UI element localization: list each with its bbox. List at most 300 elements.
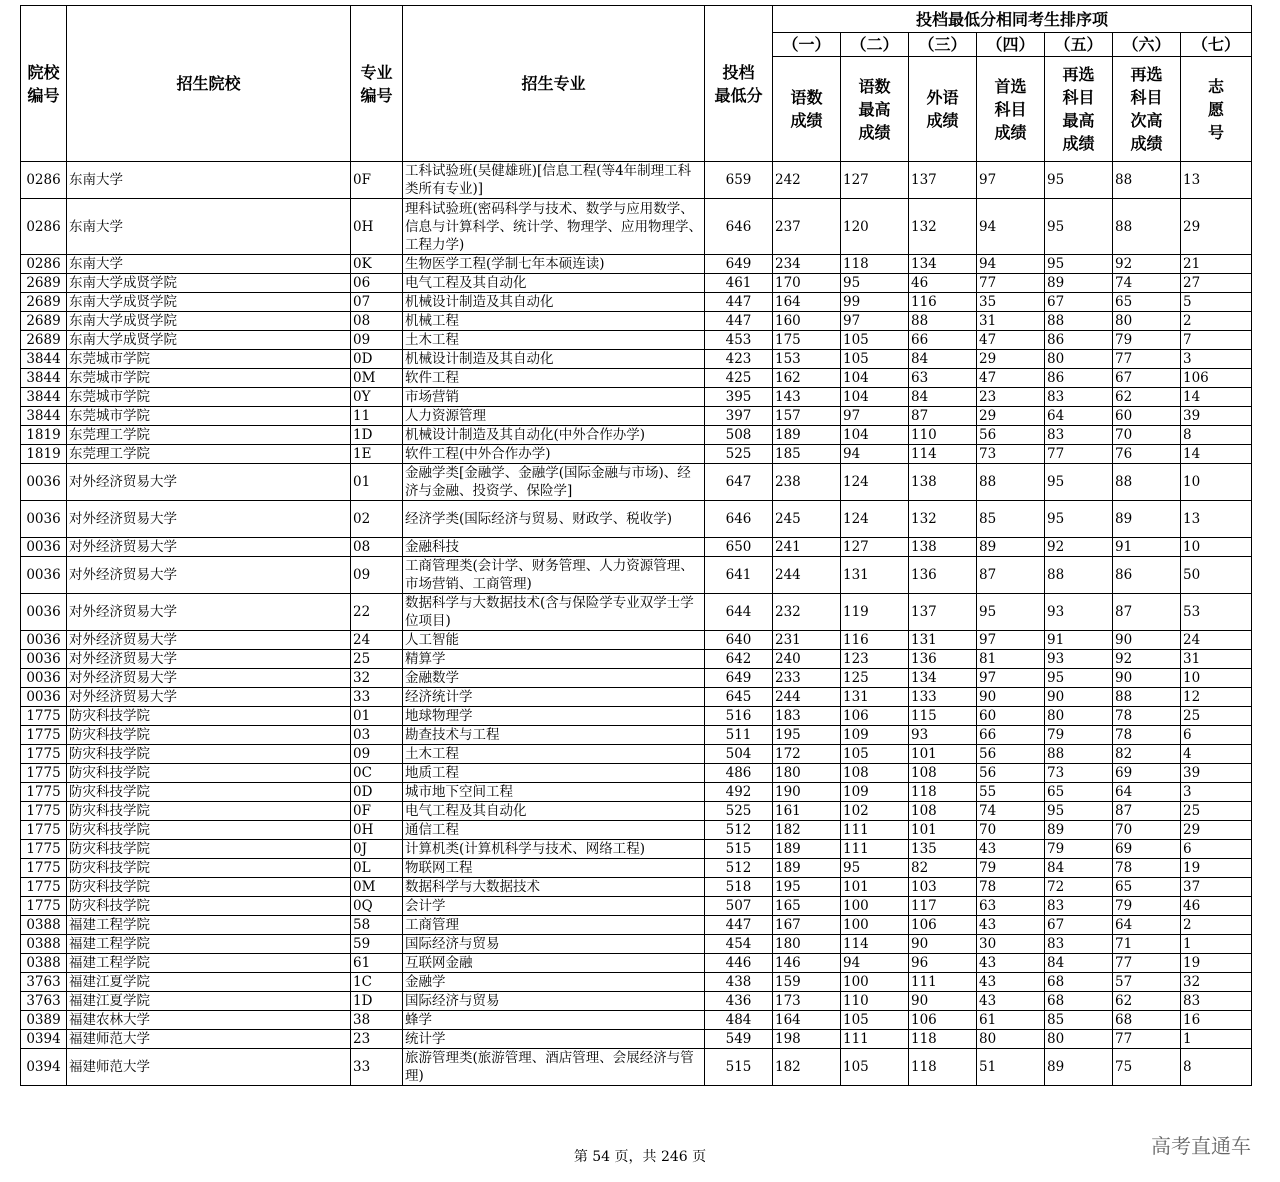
- cell-tie-4: 81: [977, 650, 1045, 669]
- cell-tie-2: 100: [841, 916, 909, 935]
- cell-tie-5: 79: [1045, 840, 1113, 859]
- cell-tie-5: 73: [1045, 764, 1113, 783]
- cell-major-name: 土木工程: [403, 745, 705, 764]
- cell-min-score: 516: [705, 707, 773, 726]
- cell-tie-2: 94: [841, 954, 909, 973]
- cell-tie-5: 95: [1045, 464, 1113, 501]
- table-row: [21, 255, 1252, 274]
- cell-tie-2: 97: [841, 312, 909, 331]
- table-row: [21, 764, 1252, 783]
- cell-major-code: 08: [351, 538, 403, 557]
- cell-min-score: 518: [705, 878, 773, 897]
- table-row: [21, 669, 1252, 688]
- table-row: [21, 859, 1252, 878]
- cell-major-code: 09: [351, 557, 403, 594]
- cell-major-code: 09: [351, 331, 403, 350]
- cell-tie-3: 133: [909, 688, 977, 707]
- table-row: [21, 312, 1252, 331]
- cell-tie-1: 189: [773, 840, 841, 859]
- cell-tie-4: 85: [977, 501, 1045, 538]
- cell-school-code: 1775: [21, 859, 67, 878]
- cell-tie-5: 93: [1045, 650, 1113, 669]
- cell-tie-3: 118: [909, 1049, 977, 1086]
- cell-tie-3: 137: [909, 162, 977, 199]
- cell-tie-5: 89: [1045, 274, 1113, 293]
- cell-tie-6: 88: [1113, 688, 1181, 707]
- cell-major-code: 0K: [351, 255, 403, 274]
- cell-tie-5: 80: [1045, 1030, 1113, 1049]
- cell-tie-5: 85: [1045, 1011, 1113, 1030]
- cell-school-name: 东莞理工学院: [67, 445, 351, 464]
- cell-tie-6: 65: [1113, 878, 1181, 897]
- cell-tie-6: 71: [1113, 935, 1181, 954]
- cell-school-name: 对外经济贸易大学: [67, 631, 351, 650]
- cell-min-score: 486: [705, 764, 773, 783]
- cell-tie-3: 115: [909, 707, 977, 726]
- header-tie-num: （四）: [977, 33, 1045, 57]
- cell-tie-2: 119: [841, 594, 909, 631]
- cell-tie-3: 46: [909, 274, 977, 293]
- cell-min-score: 492: [705, 783, 773, 802]
- cell-tie-1: 234: [773, 255, 841, 274]
- cell-min-score: 640: [705, 631, 773, 650]
- cell-tie-3: 88: [909, 312, 977, 331]
- cell-tie-4: 35: [977, 293, 1045, 312]
- cell-school-code: 0036: [21, 631, 67, 650]
- cell-major-code: 25: [351, 650, 403, 669]
- cell-tie-5: 68: [1045, 973, 1113, 992]
- cell-tie-3: 90: [909, 992, 977, 1011]
- cell-tie-4: 66: [977, 726, 1045, 745]
- cell-major-code: 0M: [351, 369, 403, 388]
- table-row: [21, 783, 1252, 802]
- header-tie-group: 投档最低分相同考生排序项: [773, 6, 1252, 33]
- cell-major-name: 会计学: [403, 897, 705, 916]
- cell-major-name: 理科试验班(密码科学与技术、数学与应用数学、信息与计算科学、统计学、物理学、应用物理学、工程力学): [403, 199, 705, 255]
- cell-tie-6: 68: [1113, 1011, 1181, 1030]
- cell-tie-1: 159: [773, 973, 841, 992]
- cell-tie-2: 124: [841, 464, 909, 501]
- cell-major-name: 精算学: [403, 650, 705, 669]
- cell-tie-6: 62: [1113, 992, 1181, 1011]
- cell-school-code: 0388: [21, 916, 67, 935]
- cell-school-name: 东南大学成贤学院: [67, 312, 351, 331]
- cell-tie-5: 95: [1045, 255, 1113, 274]
- cell-major-code: 01: [351, 464, 403, 501]
- cell-tie-2: 101: [841, 878, 909, 897]
- cell-tie-3: 90: [909, 935, 977, 954]
- cell-tie-1: 244: [773, 557, 841, 594]
- cell-tie-2: 111: [841, 821, 909, 840]
- cell-school-name: 东南大学: [67, 255, 351, 274]
- cell-tie-5: 65: [1045, 783, 1113, 802]
- cell-min-score: 397: [705, 407, 773, 426]
- cell-tie-3: 134: [909, 255, 977, 274]
- cell-min-score: 453: [705, 331, 773, 350]
- cell-tie-3: 116: [909, 293, 977, 312]
- cell-tie-6: 87: [1113, 802, 1181, 821]
- cell-tie-6: 64: [1113, 916, 1181, 935]
- table-row: [21, 840, 1252, 859]
- cell-tie-6: 77: [1113, 1030, 1181, 1049]
- cell-tie-5: 95: [1045, 802, 1113, 821]
- cell-tie-6: 92: [1113, 255, 1181, 274]
- cell-major-name: 地质工程: [403, 764, 705, 783]
- cell-tie-3: 111: [909, 973, 977, 992]
- cell-tie-7: 10: [1181, 464, 1252, 501]
- table-row: [21, 293, 1252, 312]
- cell-tie-6: 62: [1113, 388, 1181, 407]
- cell-tie-1: 162: [773, 369, 841, 388]
- cell-tie-7: 1: [1181, 935, 1252, 954]
- cell-min-score: 507: [705, 897, 773, 916]
- cell-major-name: 金融学: [403, 973, 705, 992]
- cell-tie-3: 131: [909, 631, 977, 650]
- cell-tie-5: 95: [1045, 162, 1113, 199]
- cell-tie-7: 50: [1181, 557, 1252, 594]
- cell-major-code: 23: [351, 1030, 403, 1049]
- cell-tie-1: 161: [773, 802, 841, 821]
- cell-min-score: 644: [705, 594, 773, 631]
- cell-tie-5: 90: [1045, 688, 1113, 707]
- table-row: [21, 821, 1252, 840]
- cell-tie-6: 64: [1113, 783, 1181, 802]
- cell-tie-3: 132: [909, 501, 977, 538]
- cell-tie-7: 3: [1181, 350, 1252, 369]
- cell-tie-2: 94: [841, 445, 909, 464]
- cell-tie-2: 105: [841, 1049, 909, 1086]
- cell-tie-1: 172: [773, 745, 841, 764]
- cell-tie-7: 106: [1181, 369, 1252, 388]
- cell-tie-6: 78: [1113, 726, 1181, 745]
- cell-major-code: 1D: [351, 992, 403, 1011]
- cell-tie-4: 80: [977, 1030, 1045, 1049]
- cell-major-code: 03: [351, 726, 403, 745]
- cell-tie-1: 165: [773, 897, 841, 916]
- cell-school-name: 对外经济贸易大学: [67, 464, 351, 501]
- cell-tie-1: 157: [773, 407, 841, 426]
- cell-min-score: 423: [705, 350, 773, 369]
- cell-min-score: 395: [705, 388, 773, 407]
- cell-tie-7: 46: [1181, 897, 1252, 916]
- cell-tie-2: 104: [841, 388, 909, 407]
- cell-major-name: 国际经济与贸易: [403, 992, 705, 1011]
- cell-major-code: 0C: [351, 764, 403, 783]
- cell-major-code: 06: [351, 274, 403, 293]
- cell-tie-6: 87: [1113, 594, 1181, 631]
- cell-school-name: 防灾科技学院: [67, 859, 351, 878]
- cell-tie-4: 30: [977, 935, 1045, 954]
- cell-school-code: 1775: [21, 802, 67, 821]
- cell-tie-6: 69: [1113, 764, 1181, 783]
- cell-tie-6: 86: [1113, 557, 1181, 594]
- cell-school-name: 福建师范大学: [67, 1049, 351, 1086]
- cell-major-name: 软件工程(中外合作办学): [403, 445, 705, 464]
- table-row: [21, 331, 1252, 350]
- cell-school-name: 对外经济贸易大学: [67, 594, 351, 631]
- cell-tie-5: 67: [1045, 293, 1113, 312]
- table-row: [21, 802, 1252, 821]
- cell-school-name: 防灾科技学院: [67, 878, 351, 897]
- header-tie-num: （二）: [841, 33, 909, 57]
- cell-tie-4: 29: [977, 350, 1045, 369]
- cell-major-name: 电气工程及其自动化: [403, 274, 705, 293]
- cell-major-name: 城市地下空间工程: [403, 783, 705, 802]
- cell-tie-7: 4: [1181, 745, 1252, 764]
- cell-tie-1: 245: [773, 501, 841, 538]
- header-tie-num: （六）: [1113, 33, 1181, 57]
- cell-major-name: 机械设计制造及其自动化(中外合作办学): [403, 426, 705, 445]
- cell-tie-2: 131: [841, 557, 909, 594]
- cell-min-score: 504: [705, 745, 773, 764]
- cell-tie-5: 80: [1045, 707, 1113, 726]
- cell-tie-4: 43: [977, 840, 1045, 859]
- header-tie-num: （一）: [773, 33, 841, 57]
- cell-tie-4: 61: [977, 1011, 1045, 1030]
- cell-school-code: 1775: [21, 897, 67, 916]
- cell-min-score: 511: [705, 726, 773, 745]
- cell-tie-2: 111: [841, 840, 909, 859]
- cell-major-name: 互联网金融: [403, 954, 705, 973]
- cell-tie-7: 24: [1181, 631, 1252, 650]
- cell-min-score: 461: [705, 274, 773, 293]
- cell-school-code: 3844: [21, 350, 67, 369]
- cell-tie-2: 104: [841, 426, 909, 445]
- table-row: [21, 407, 1252, 426]
- cell-school-name: 福建工程学院: [67, 916, 351, 935]
- cell-tie-4: 74: [977, 802, 1045, 821]
- table-header: [21, 6, 1252, 162]
- cell-tie-5: 93: [1045, 594, 1113, 631]
- cell-tie-6: 88: [1113, 464, 1181, 501]
- cell-tie-4: 43: [977, 992, 1045, 1011]
- cell-min-score: 647: [705, 464, 773, 501]
- cell-major-name: 金融数学: [403, 669, 705, 688]
- table-row: [21, 369, 1252, 388]
- cell-tie-4: 77: [977, 274, 1045, 293]
- cell-major-name: 通信工程: [403, 821, 705, 840]
- cell-major-code: 0Y: [351, 388, 403, 407]
- cell-major-code: 11: [351, 407, 403, 426]
- cell-tie-7: 27: [1181, 274, 1252, 293]
- cell-major-name: 蜂学: [403, 1011, 705, 1030]
- cell-school-code: 0286: [21, 255, 67, 274]
- cell-tie-1: 189: [773, 859, 841, 878]
- cell-school-name: 东南大学成贤学院: [67, 274, 351, 293]
- cell-major-name: 人工智能: [403, 631, 705, 650]
- cell-tie-4: 51: [977, 1049, 1045, 1086]
- cell-tie-2: 124: [841, 501, 909, 538]
- header-min-score: 投档 最低分: [705, 6, 773, 162]
- table-row: [21, 631, 1252, 650]
- cell-tie-2: 125: [841, 669, 909, 688]
- cell-school-code: 0036: [21, 501, 67, 538]
- cell-major-name: 经济统计学: [403, 688, 705, 707]
- cell-tie-7: 13: [1181, 501, 1252, 538]
- cell-school-code: 3844: [21, 407, 67, 426]
- table-row: [21, 501, 1252, 538]
- cell-tie-7: 14: [1181, 445, 1252, 464]
- cell-major-code: 0L: [351, 859, 403, 878]
- header-tie-label: 再选 科目 最高 成绩: [1045, 57, 1113, 162]
- table-row: [21, 1011, 1252, 1030]
- cell-major-name: 市场营销: [403, 388, 705, 407]
- cell-tie-1: 160: [773, 312, 841, 331]
- header-tie-label: 语数 成绩: [773, 57, 841, 162]
- cell-tie-4: 94: [977, 199, 1045, 255]
- cell-tie-4: 90: [977, 688, 1045, 707]
- cell-tie-7: 19: [1181, 954, 1252, 973]
- cell-tie-2: 95: [841, 274, 909, 293]
- cell-tie-3: 93: [909, 726, 977, 745]
- cell-tie-7: 32: [1181, 973, 1252, 992]
- cell-school-name: 东南大学: [67, 199, 351, 255]
- cell-tie-1: 164: [773, 1011, 841, 1030]
- cell-major-name: 土木工程: [403, 331, 705, 350]
- cell-tie-1: 173: [773, 992, 841, 1011]
- cell-school-code: 0036: [21, 594, 67, 631]
- cell-tie-1: 182: [773, 1049, 841, 1086]
- cell-tie-2: 110: [841, 992, 909, 1011]
- table-row: [21, 426, 1252, 445]
- table-row: [21, 464, 1252, 501]
- cell-tie-2: 99: [841, 293, 909, 312]
- table-row: [21, 388, 1252, 407]
- cell-tie-3: 101: [909, 821, 977, 840]
- cell-tie-2: 120: [841, 199, 909, 255]
- cell-tie-7: 31: [1181, 650, 1252, 669]
- cell-tie-5: 86: [1045, 331, 1113, 350]
- cell-major-code: 02: [351, 501, 403, 538]
- cell-tie-6: 78: [1113, 707, 1181, 726]
- cell-tie-5: 83: [1045, 897, 1113, 916]
- cell-tie-3: 110: [909, 426, 977, 445]
- cell-major-name: 生物医学工程(学制七年本硕连读): [403, 255, 705, 274]
- cell-school-code: 3844: [21, 388, 67, 407]
- table-row: [21, 935, 1252, 954]
- cell-major-code: 1E: [351, 445, 403, 464]
- cell-school-code: 3763: [21, 992, 67, 1011]
- cell-min-score: 515: [705, 840, 773, 859]
- cell-major-name: 机械设计制造及其自动化: [403, 293, 705, 312]
- cell-tie-1: 167: [773, 916, 841, 935]
- cell-tie-7: 10: [1181, 669, 1252, 688]
- cell-tie-6: 91: [1113, 538, 1181, 557]
- cell-school-name: 东莞理工学院: [67, 426, 351, 445]
- cell-school-name: 对外经济贸易大学: [67, 501, 351, 538]
- table-row: [21, 594, 1252, 631]
- table-row: [21, 745, 1252, 764]
- cell-tie-4: 60: [977, 707, 1045, 726]
- cell-tie-3: 138: [909, 464, 977, 501]
- cell-tie-6: 70: [1113, 821, 1181, 840]
- table-row: [21, 992, 1252, 1011]
- cell-tie-4: 47: [977, 369, 1045, 388]
- cell-min-score: 438: [705, 973, 773, 992]
- cell-tie-7: 83: [1181, 992, 1252, 1011]
- cell-tie-4: 94: [977, 255, 1045, 274]
- cell-major-code: 09: [351, 745, 403, 764]
- cell-min-score: 436: [705, 992, 773, 1011]
- cell-tie-2: 109: [841, 783, 909, 802]
- cell-major-code: 0J: [351, 840, 403, 859]
- cell-tie-7: 2: [1181, 916, 1252, 935]
- cell-school-name: 福建农林大学: [67, 1011, 351, 1030]
- cell-school-name: 福建江夏学院: [67, 992, 351, 1011]
- cell-min-score: 641: [705, 557, 773, 594]
- cell-major-code: 61: [351, 954, 403, 973]
- cell-tie-1: 180: [773, 935, 841, 954]
- cell-tie-7: 39: [1181, 764, 1252, 783]
- cell-min-score: 512: [705, 821, 773, 840]
- cell-school-code: 1819: [21, 426, 67, 445]
- cell-tie-4: 97: [977, 162, 1045, 199]
- cell-school-name: 防灾科技学院: [67, 783, 351, 802]
- cell-major-code: 0D: [351, 350, 403, 369]
- cell-major-code: 08: [351, 312, 403, 331]
- cell-tie-6: 82: [1113, 745, 1181, 764]
- cell-tie-2: 114: [841, 935, 909, 954]
- cell-tie-3: 103: [909, 878, 977, 897]
- cell-school-code: 0036: [21, 650, 67, 669]
- cell-tie-4: 43: [977, 954, 1045, 973]
- cell-tie-7: 6: [1181, 840, 1252, 859]
- table-row: [21, 350, 1252, 369]
- table-row: [21, 445, 1252, 464]
- page-number: 第 54 页，共 246 页: [573, 1149, 707, 1165]
- cell-major-code: 0F: [351, 802, 403, 821]
- cell-school-name: 防灾科技学院: [67, 897, 351, 916]
- cell-major-code: 59: [351, 935, 403, 954]
- cell-tie-7: 7: [1181, 331, 1252, 350]
- cell-tie-5: 67: [1045, 916, 1113, 935]
- cell-major-name: 国际经济与贸易: [403, 935, 705, 954]
- cell-school-code: 0036: [21, 538, 67, 557]
- cell-tie-2: 118: [841, 255, 909, 274]
- cell-school-code: 2689: [21, 331, 67, 350]
- cell-school-code: 1775: [21, 726, 67, 745]
- cell-tie-2: 127: [841, 538, 909, 557]
- cell-tie-7: 14: [1181, 388, 1252, 407]
- cell-school-name: 福建江夏学院: [67, 973, 351, 992]
- cell-school-name: 防灾科技学院: [67, 726, 351, 745]
- cell-school-name: 对外经济贸易大学: [67, 650, 351, 669]
- header-major-name: 招生专业: [403, 6, 705, 162]
- header-school-name: 招生院校: [67, 6, 351, 162]
- watermark: 高考直通车: [1151, 1134, 1251, 1158]
- cell-tie-5: 84: [1045, 954, 1113, 973]
- cell-major-code: 1D: [351, 426, 403, 445]
- cell-tie-4: 31: [977, 312, 1045, 331]
- cell-tie-1: 190: [773, 783, 841, 802]
- cell-school-name: 福建师范大学: [67, 1030, 351, 1049]
- cell-tie-3: 137: [909, 594, 977, 631]
- header-tie-label: 外语 成绩: [909, 57, 977, 162]
- cell-tie-2: 105: [841, 1011, 909, 1030]
- cell-tie-1: 164: [773, 293, 841, 312]
- cell-tie-2: 105: [841, 745, 909, 764]
- cell-min-score: 525: [705, 445, 773, 464]
- cell-tie-5: 84: [1045, 859, 1113, 878]
- cell-major-name: 地球物理学: [403, 707, 705, 726]
- table-row: [21, 878, 1252, 897]
- cell-school-name: 防灾科技学院: [67, 745, 351, 764]
- cell-major-code: 0M: [351, 878, 403, 897]
- cell-school-code: 1819: [21, 445, 67, 464]
- cell-tie-5: 89: [1045, 821, 1113, 840]
- cell-major-name: 机械设计制造及其自动化: [403, 350, 705, 369]
- cell-tie-7: 29: [1181, 199, 1252, 255]
